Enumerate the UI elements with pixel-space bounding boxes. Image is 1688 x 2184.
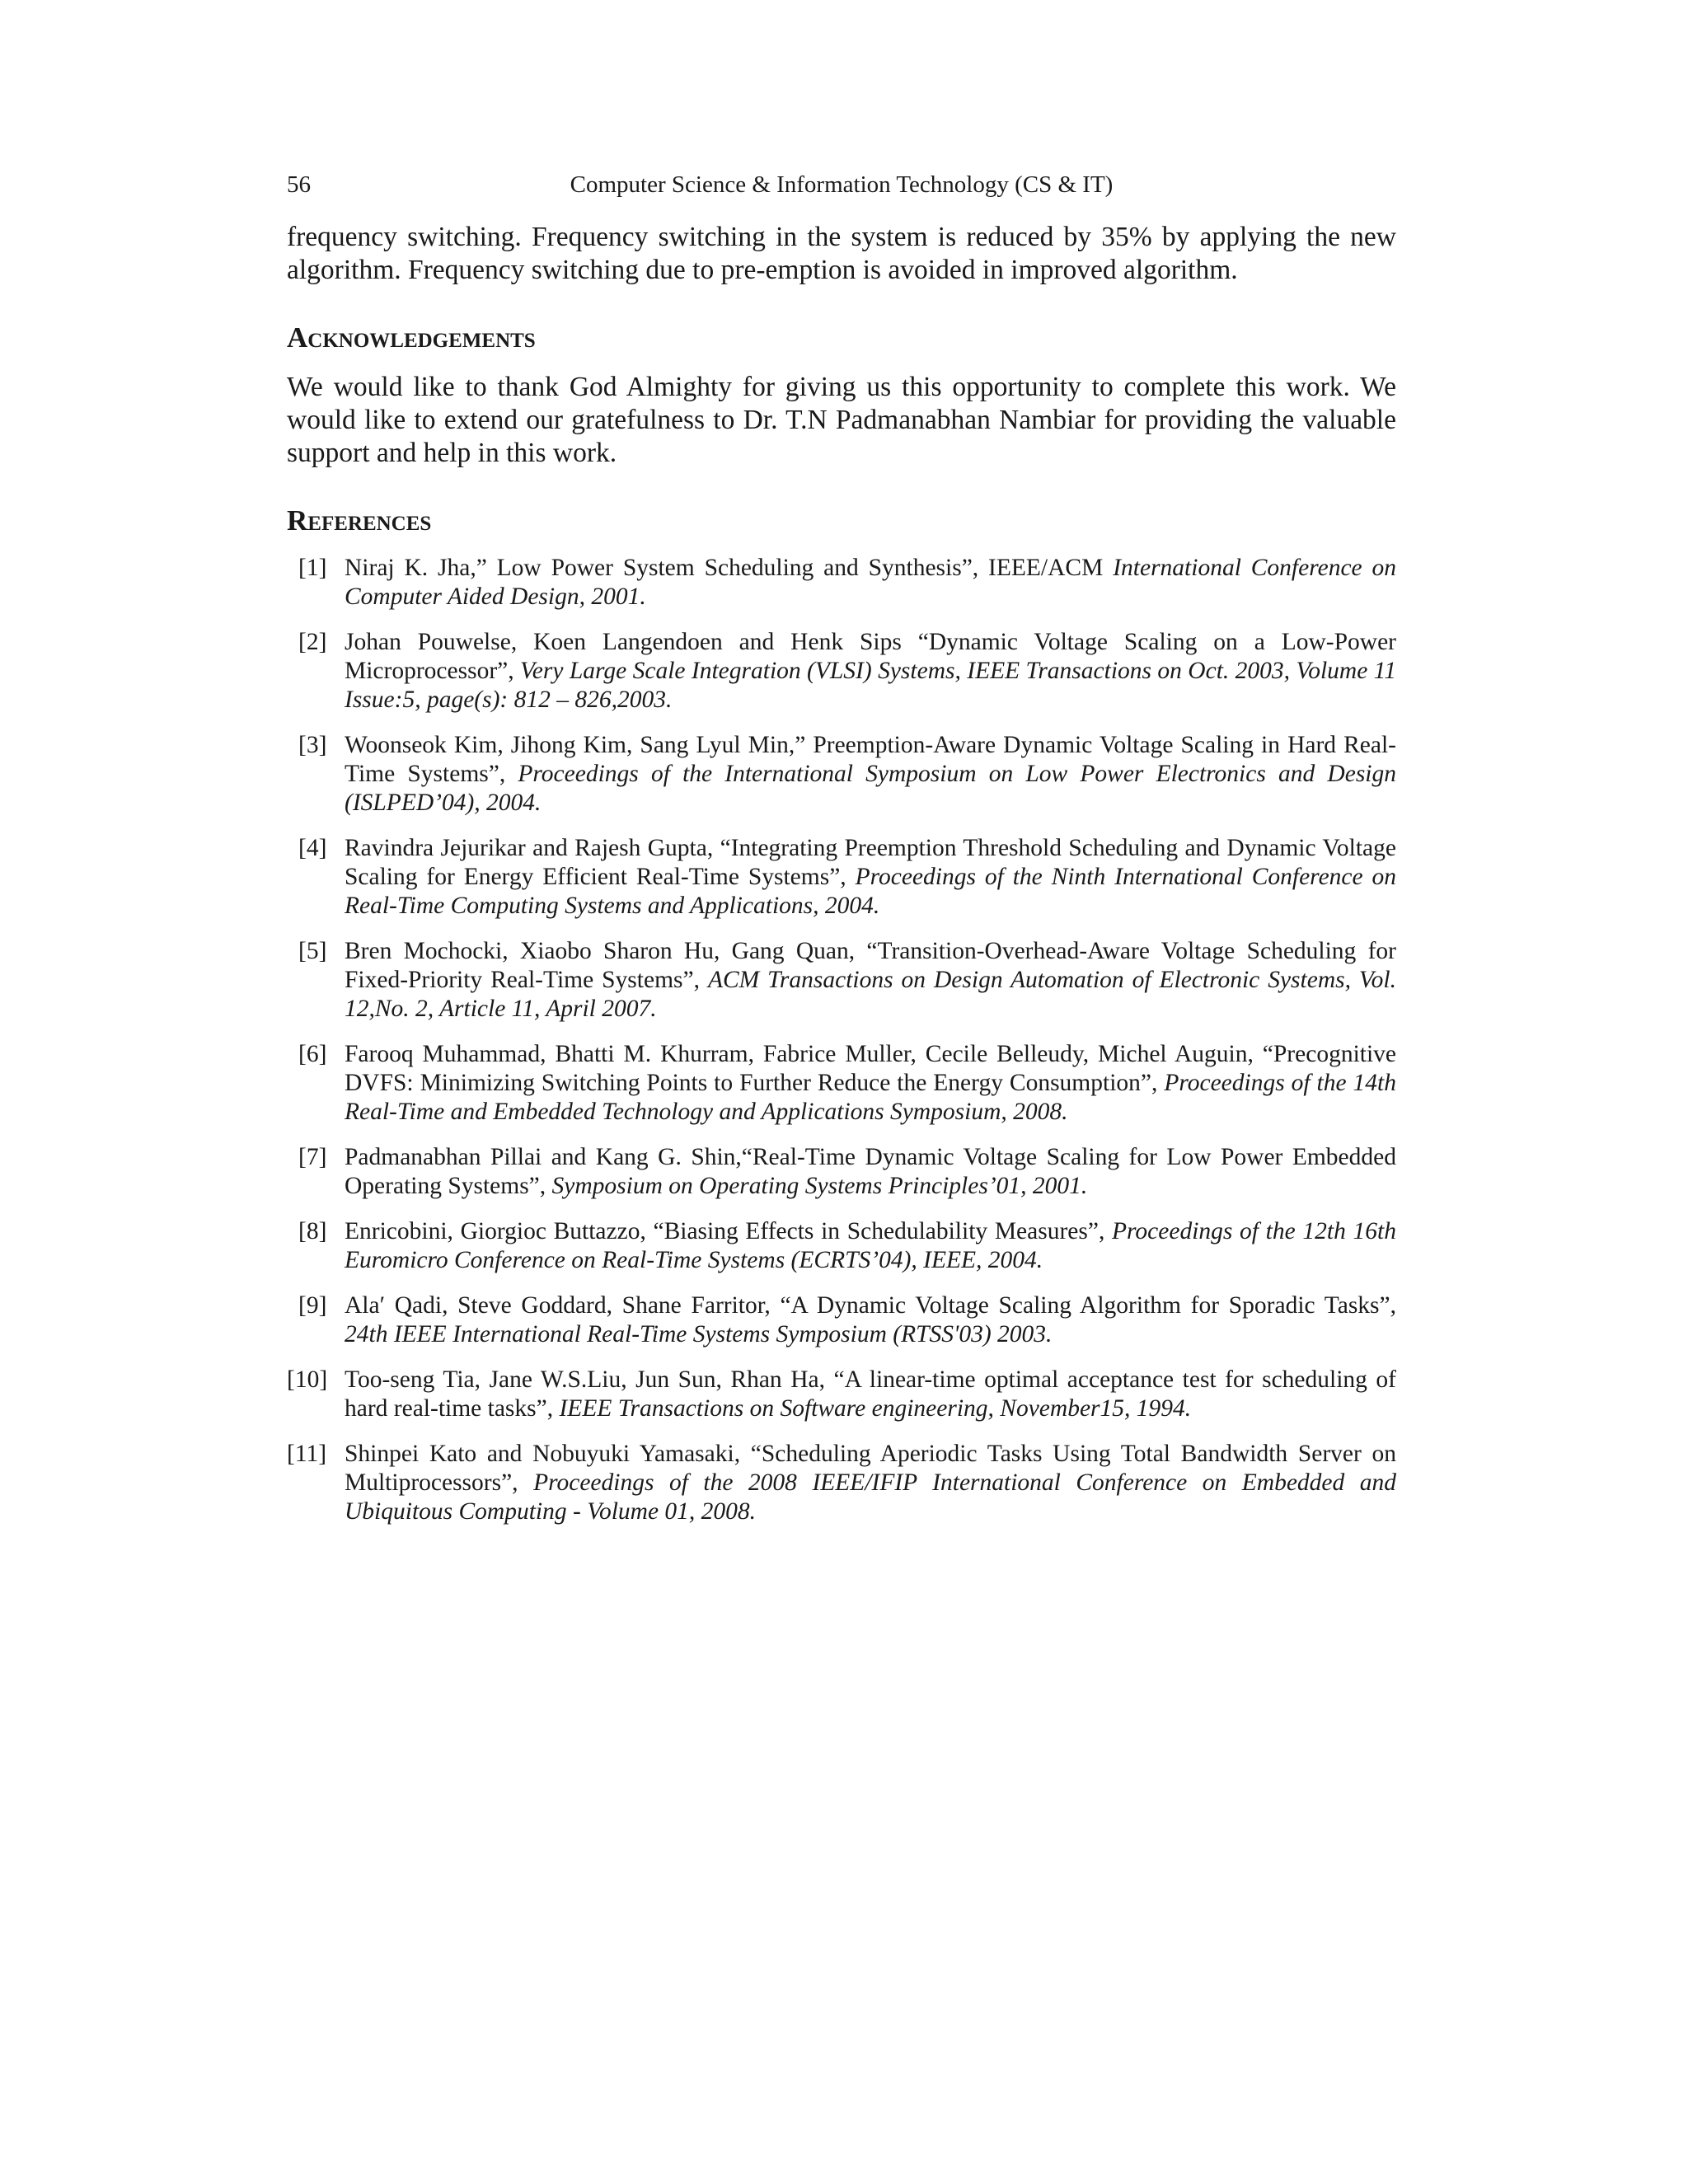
reference-number: [1]	[298, 555, 327, 581]
reference-list	[287, 554, 1396, 1543]
reference-item	[287, 1440, 1396, 1526]
reference-text: Farooq Muhammad, Bhatti M. Khurram, Fabrice Muller, Cecile Belleudy, Michel Auguin, “Precognitive DVFS: Minimizing Switching Points to Further Reduce the Energy Consumption”,	[345, 1041, 1396, 1096]
reference-venue: Proceedings of the Ninth International Conference on Real-Time Computing Systems and Applications, 2004.	[345, 864, 1397, 919]
reference-item	[287, 1217, 1396, 1275]
reference-text: Ravindra Jejurikar and Rajesh Gupta, “Integrating Preemption Threshold Scheduling and Dynamic Voltage Scaling for Energy Efficient Real-Time Systems”,	[345, 835, 1396, 890]
reference-number: [10]	[287, 1366, 328, 1393]
reference-number: [5]	[298, 938, 327, 964]
reference-venue: IEEE Transactions on Software engineering, November15, 1994.	[559, 1395, 1192, 1422]
reference-text: Too-seng Tia, Jane W.S.Liu, Jun Sun, Rhan Ha, “A linear-time optimal acceptance test for scheduling of hard real-time tasks”,	[345, 1366, 1396, 1422]
reference-venue: Proceedings of the 2008 IEEE/IFIP International Conference on Embedded and Ubiquitous Computing - Volume 01, 2008.	[345, 1469, 1397, 1525]
reference-item	[287, 1143, 1396, 1201]
reference-text: Niraj K. Jha,” Low Power System Scheduling and Synthesis”, IEEE/ACM	[345, 555, 1114, 581]
reference-text: Shinpei Kato and Nobuyuki Yamasaki, “Scheduling Aperiodic Tasks Using Total Bandwidth Server on Multiprocessors”,	[345, 1441, 1396, 1496]
reference-number: [4]	[298, 835, 327, 861]
intro-paragraph: frequency switching. Frequency switching in the system is reduced by 35% by applying the new algorithm. Frequency switching due to pre-emption is avoided in improved algorithm.	[287, 222, 1396, 285]
reference-item	[287, 554, 1396, 612]
page-number: 56	[287, 171, 311, 198]
reference-venue: Symposium on Operating Systems Principles’01, 2001.	[551, 1173, 1088, 1199]
reference-text: Johan Pouwelse, Koen Langendoen and Henk Sips “Dynamic Voltage Scaling on a Low-Power Microprocessor”,	[345, 629, 1396, 684]
reference-venue: Very Large Scale Integration (VLSI) Systems, IEEE Transactions on Oct. 2003, Volume 11 Issue:5, page(s): 812 – 826,2003.	[345, 658, 1396, 713]
reference-venue: Proceedings of the International Symposium on Low Power Electronics and Design (ISLPED’04), 2004.	[345, 761, 1397, 816]
running-title: Computer Science & Information Technology (CS & IT)	[570, 171, 1114, 198]
reference-item	[287, 628, 1396, 715]
reference-number: [6]	[298, 1041, 327, 1067]
reference-item	[287, 1291, 1396, 1349]
reference-venue: International Conference on Computer Aided Design, 2001.	[345, 555, 1396, 610]
reference-text: Ala′ Qadi, Steve Goddard, Shane Farritor, “A Dynamic Voltage Scaling Algorithm for Sporadic Tasks”,	[345, 1292, 1396, 1319]
reference-item	[287, 1366, 1396, 1423]
reference-text: Enricobini, Giorgioc Buttazzo, “Biasing Effects in Schedulability Measures”,	[345, 1218, 1113, 1244]
acknowledgements-heading: Acknowledgements	[287, 321, 536, 354]
reference-item	[287, 937, 1396, 1024]
reference-text: Woonseok Kim, Jihong Kim, Sang Lyul Min,” Preemption-Aware Dynamic Voltage Scaling in Hard Real-Time Systems”,	[345, 732, 1396, 787]
reference-text: Padmanabhan Pillai and Kang G. Shin,“Real-Time Dynamic Voltage Scaling for Low Power Embedded Operating Systems”,	[345, 1144, 1396, 1199]
reference-number: [11]	[287, 1441, 327, 1467]
page-header	[287, 171, 1396, 204]
reference-item	[287, 1040, 1396, 1127]
reference-item	[287, 731, 1396, 818]
reference-number: [8]	[298, 1218, 327, 1244]
reference-number: [7]	[298, 1144, 327, 1170]
reference-number: [3]	[298, 732, 327, 758]
reference-number: [9]	[298, 1292, 327, 1319]
reference-venue: Proceedings of the 12th 16th Euromicro Conference on Real-Time Systems (ECRTS’04), IEEE, 2004.	[345, 1218, 1396, 1273]
acknowledgements-paragraph: We would like to thank God Almighty for giving us this opportunity to complete this work. We would like to extend our gratefulness to Dr. T.N Padmanabhan Nambiar for providing the valuable support and help in this work.	[287, 372, 1396, 468]
reference-venue: ACM Transactions on Design Automation of Electronic Systems, Vol. 12,No. 2, Article 11, April 2007.	[345, 967, 1396, 1022]
reference-text: Bren Mochocki, Xiaobo Sharon Hu, Gang Quan, “Transition-Overhead-Aware Voltage Scheduling for Fixed-Priority Real-Time Systems”,	[345, 938, 1396, 993]
reference-item	[287, 834, 1396, 921]
references-heading: References	[287, 504, 432, 537]
reference-venue: 24th IEEE International Real-Time Systems Symposium (RTSS'03) 2003.	[345, 1321, 1053, 1347]
reference-venue: Proceedings of the 14th Real-Time and Embedded Technology and Applications Symposium, 2008.	[345, 1070, 1396, 1125]
reference-number: [2]	[298, 629, 327, 655]
